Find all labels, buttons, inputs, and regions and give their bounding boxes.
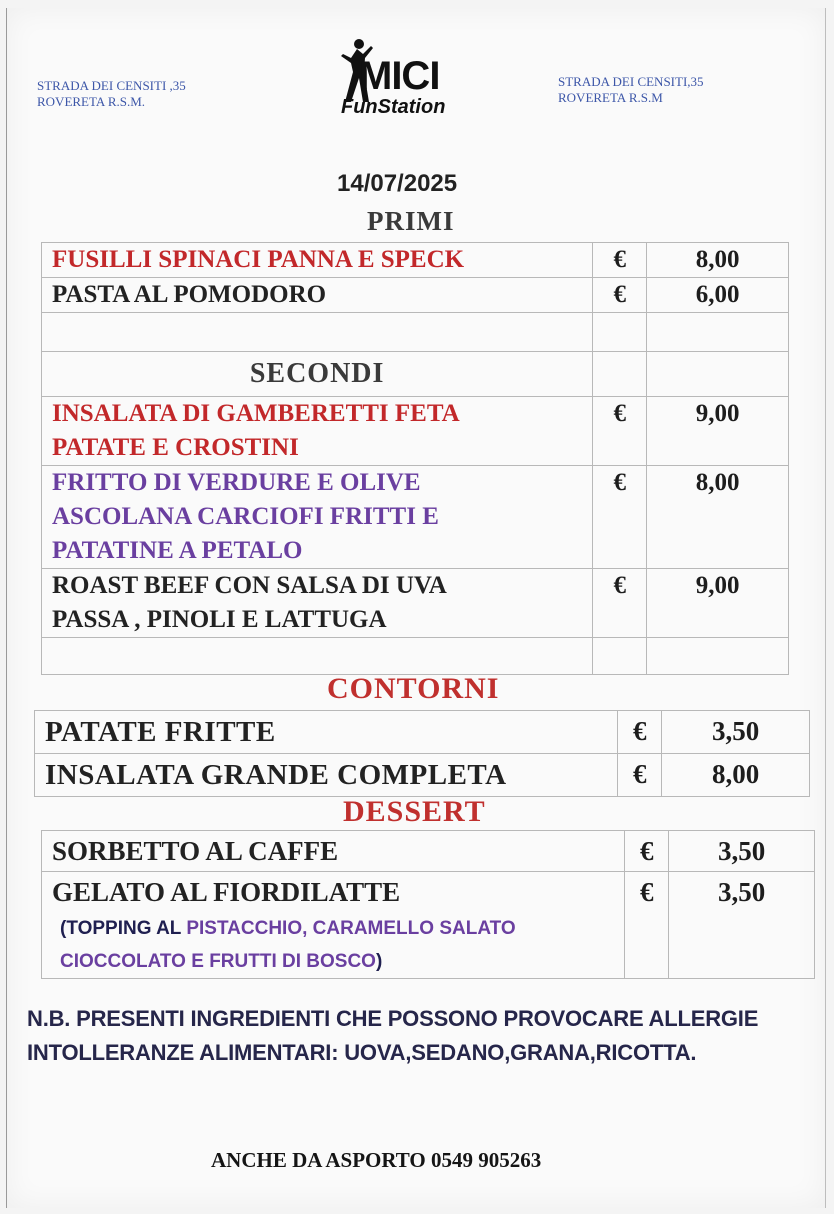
address-right-line2: ROVERETA R.S.M: [558, 90, 663, 105]
dish-name: FUSILLI SPINACI PANNA E SPECK: [42, 243, 593, 278]
dish-price: 9,00: [647, 569, 789, 638]
address-right: [558, 74, 704, 106]
currency-symbol: €: [593, 466, 647, 569]
amici-logo: [335, 36, 489, 122]
dish-name: PASTA AL POMODORO: [42, 278, 593, 313]
dessert-heading: DESSERT: [343, 795, 486, 828]
dish-price: 9,00: [647, 397, 789, 466]
topping-prefix: (TOPPING AL: [60, 918, 187, 939]
currency-symbol: €: [618, 711, 662, 754]
dish-price: 8,00: [647, 243, 789, 278]
currency-symbol: €: [593, 397, 647, 466]
menu-date: 14/07/2025: [337, 170, 458, 197]
dish-name-line: PASSA , PINOLI E LATTUGA: [52, 606, 387, 633]
currency-symbol: €: [593, 278, 647, 313]
table-row: [35, 754, 810, 797]
dish-name: PATATE FRITTE: [35, 711, 618, 754]
table-row-empty: [42, 638, 789, 675]
table-row: [42, 243, 789, 278]
dish-name: [42, 872, 625, 979]
dish-price: 3,50: [669, 831, 815, 872]
dish-price: 3,50: [662, 711, 810, 754]
logo-title: MICI: [359, 54, 440, 98]
secondi-heading: SECONDI: [42, 352, 593, 397]
dish-price: 8,00: [662, 754, 810, 797]
dish-name-line: PATATINE A PETALO: [52, 537, 303, 564]
currency-symbol: €: [618, 754, 662, 797]
table-row: [42, 872, 815, 979]
dish-name: [42, 569, 593, 638]
dish-name-line: FRITTO DI VERDURE E OLIVE: [52, 469, 421, 496]
table-row: [42, 352, 789, 397]
primi-heading: PRIMI: [367, 206, 455, 236]
contorni-table: [34, 710, 810, 797]
currency-symbol: €: [625, 831, 669, 872]
dish-name-line: ASCOLANA CARCIOFI FRITTI E: [52, 503, 439, 530]
menu-sheet: [6, 8, 826, 1208]
topping-note: [52, 912, 624, 978]
dish-name-line: INSALATA DI GAMBERETTI FETA: [52, 400, 460, 427]
table-row: [42, 278, 789, 313]
dish-name-line: GELATO AL FIORDILATTE: [52, 877, 401, 907]
table-row: [42, 466, 789, 569]
currency-symbol: €: [625, 872, 669, 979]
table-row-empty: [42, 313, 789, 352]
address-right-line1: STRADA DEI CENSITI,35: [558, 74, 704, 89]
dish-name: INSALATA GRANDE COMPLETA: [35, 754, 618, 797]
primi-secondi-table: [41, 242, 789, 675]
topping-close: ): [375, 951, 383, 972]
takeaway-phone: ANCHE DA ASPORTO 0549 905263: [211, 1148, 542, 1172]
logo-subtitle: FunStation: [341, 96, 446, 118]
allergen-note-line1: N.B. PRESENTI INGREDIENTI CHE POSSONO PROVOCARE ALLERGIE: [27, 1006, 759, 1031]
dish-name: [42, 397, 593, 466]
topping-flavors-line2: CIOCCOLATO E FRUTTI DI BOSCO: [60, 951, 376, 972]
table-row: [42, 397, 789, 466]
address-left-line2: ROVERETA R.S.M.: [37, 94, 146, 109]
currency-symbol: €: [593, 243, 647, 278]
table-row: [35, 711, 810, 754]
currency-symbol: €: [593, 569, 647, 638]
dish-price: 3,50: [669, 872, 815, 979]
address-left-line1: STRADA DEI CENSITI ,35: [37, 78, 186, 93]
address-left: [37, 78, 186, 110]
dish-price: 8,00: [647, 466, 789, 569]
table-row: [42, 831, 815, 872]
dish-name: SORBETTO AL CAFFE: [42, 831, 625, 872]
allergen-note: [27, 1002, 827, 1070]
dish-name-line: PATATE E CROSTINI: [52, 434, 299, 461]
topping-flavors-line1: PISTACCHIO, CARAMELLO SALATO: [186, 918, 516, 939]
dessert-table: [41, 830, 815, 979]
allergen-note-line2: INTOLLERANZE ALIMENTARI: UOVA,SEDANO,GRANA,RICOTTA.: [27, 1040, 697, 1065]
table-row: [42, 569, 789, 638]
dish-price: 6,00: [647, 278, 789, 313]
dish-name: [42, 466, 593, 569]
contorni-heading: CONTORNI: [327, 672, 500, 705]
dish-name-line: ROAST BEEF CON SALSA DI UVA: [52, 572, 447, 599]
